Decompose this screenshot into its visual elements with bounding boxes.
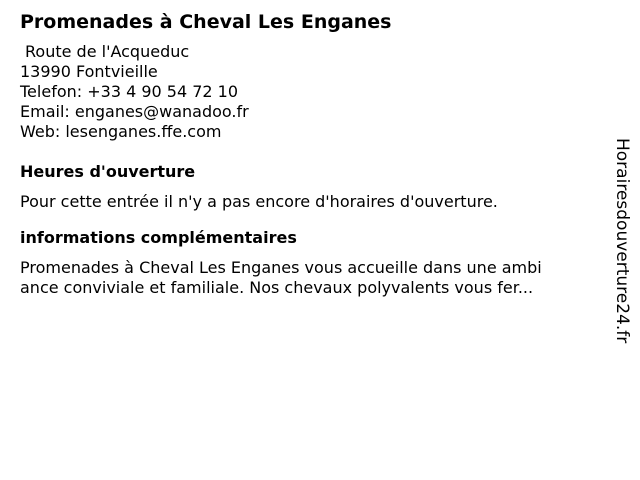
opening-hours-text — [20, 192, 600, 212]
listing-card — [20, 10, 600, 298]
email-line: Email: enganes@wanadoo.fr — [20, 102, 249, 121]
website-line: Web: lesenganes.ffe.com — [20, 122, 222, 141]
additional-info-heading: informations complémentaires — [20, 228, 297, 247]
opening-hours-message: Pour cette entrée il n'y a pas encore d'horaires d'ouverture. — [20, 192, 498, 211]
address-block — [20, 42, 600, 142]
additional-info-text — [20, 258, 600, 298]
opening-hours-heading: Heures d'ouverture — [20, 162, 196, 181]
additional-info-line-1: Promenades à Cheval Les Enganes vous accueille dans une ambi — [20, 258, 542, 277]
additional-info-line-2: ance conviviale et familiale. Nos chevaux polyvalents vous fer... — [20, 278, 534, 297]
street-address: Route de l'Acqueduc — [25, 42, 190, 61]
city-line: 13990 Fontvieille — [20, 62, 158, 81]
site-watermark: Horairesdouverture24.fr — [612, 138, 632, 344]
phone-line: Telefon: +33 4 90 54 72 10 — [20, 82, 239, 101]
business-name: Promenades à Cheval Les Enganes — [20, 11, 392, 33]
